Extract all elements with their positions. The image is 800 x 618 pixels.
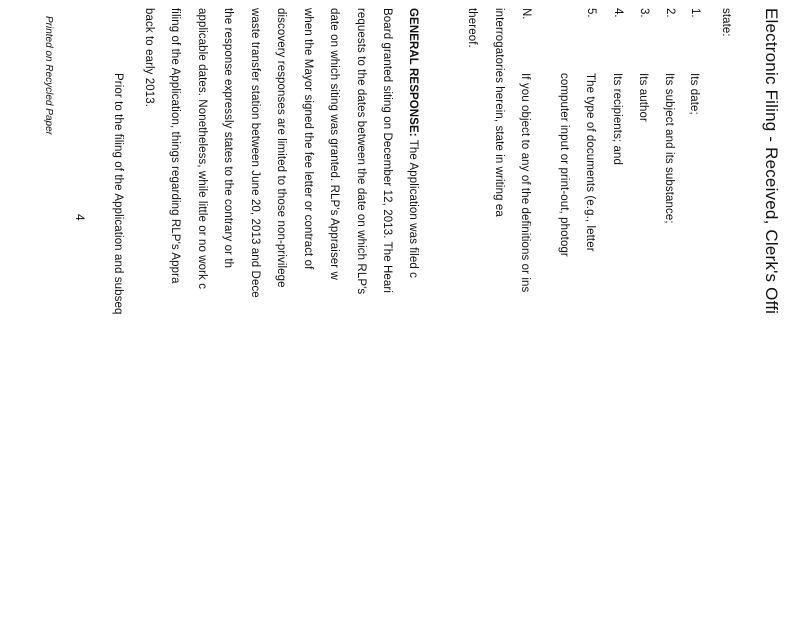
- list-item-number: 3.: [638, 8, 650, 18]
- list-item-text: Its date;: [688, 73, 700, 115]
- list-item-number: 2.: [664, 8, 676, 18]
- general-response-line: applicable dates. Nonetheless, while little or no work c: [196, 8, 208, 290]
- item-n-line: If you object to any of the definitions or ins: [519, 73, 531, 293]
- general-response-line: date on which siting was granted. RLP's Appraiser w: [328, 8, 340, 280]
- list-item-text: Its author: [637, 73, 649, 122]
- recycled-paper-note: Printed on Recycled Paper: [43, 16, 54, 135]
- item-n-line: interrogatories herein, state in writing ea: [493, 8, 505, 217]
- prior-paragraph: Prior to the filing of the Application and subseq: [112, 73, 124, 315]
- general-response-line: discovery responses are limited to those non-privilege: [275, 8, 287, 288]
- general-response-line: requests to the dates between the date on which RLP's: [355, 8, 367, 295]
- list-item-text: The type of documents (e.g., letter: [584, 73, 596, 252]
- general-response-line: Board granted siting on December 12, 2013. The Heari: [381, 8, 393, 293]
- list-item-number: 4.: [612, 8, 624, 18]
- list-item-text: Its recipients; and: [611, 73, 623, 166]
- item-n-letter: N.: [520, 8, 532, 20]
- general-response-line: back to early 2013.: [143, 8, 155, 108]
- intro-text: state:: [720, 8, 732, 37]
- list-item-continuation: computer input or print-out, photogr: [558, 73, 570, 257]
- list-item-number: 5.: [585, 8, 597, 18]
- general-response-text: The Application was filed c: [407, 139, 419, 278]
- general-response-line: when the Mayor signed the fee letter or contract of: [302, 8, 314, 270]
- list-item-number: 1.: [689, 8, 701, 18]
- page-number: 4: [73, 214, 87, 221]
- electronic-filing-stamp: Electronic Filing - Received, Clerk's Offi: [762, 8, 781, 315]
- general-response-line: filing of the Application, things regarding RLP's Appra: [169, 8, 181, 284]
- list-item-text: Its subject and its substance;: [663, 73, 675, 224]
- general-response-line: waste transfer station between June 20, 2013 and Dece: [249, 8, 261, 298]
- general-response-heading: GENERAL RESPONSE:: [407, 8, 419, 137]
- item-n-line: thereof.: [466, 8, 478, 48]
- general-response-first-line: [406, 8, 420, 278]
- general-response-line: the response expressly states to the contrary or th: [222, 8, 234, 269]
